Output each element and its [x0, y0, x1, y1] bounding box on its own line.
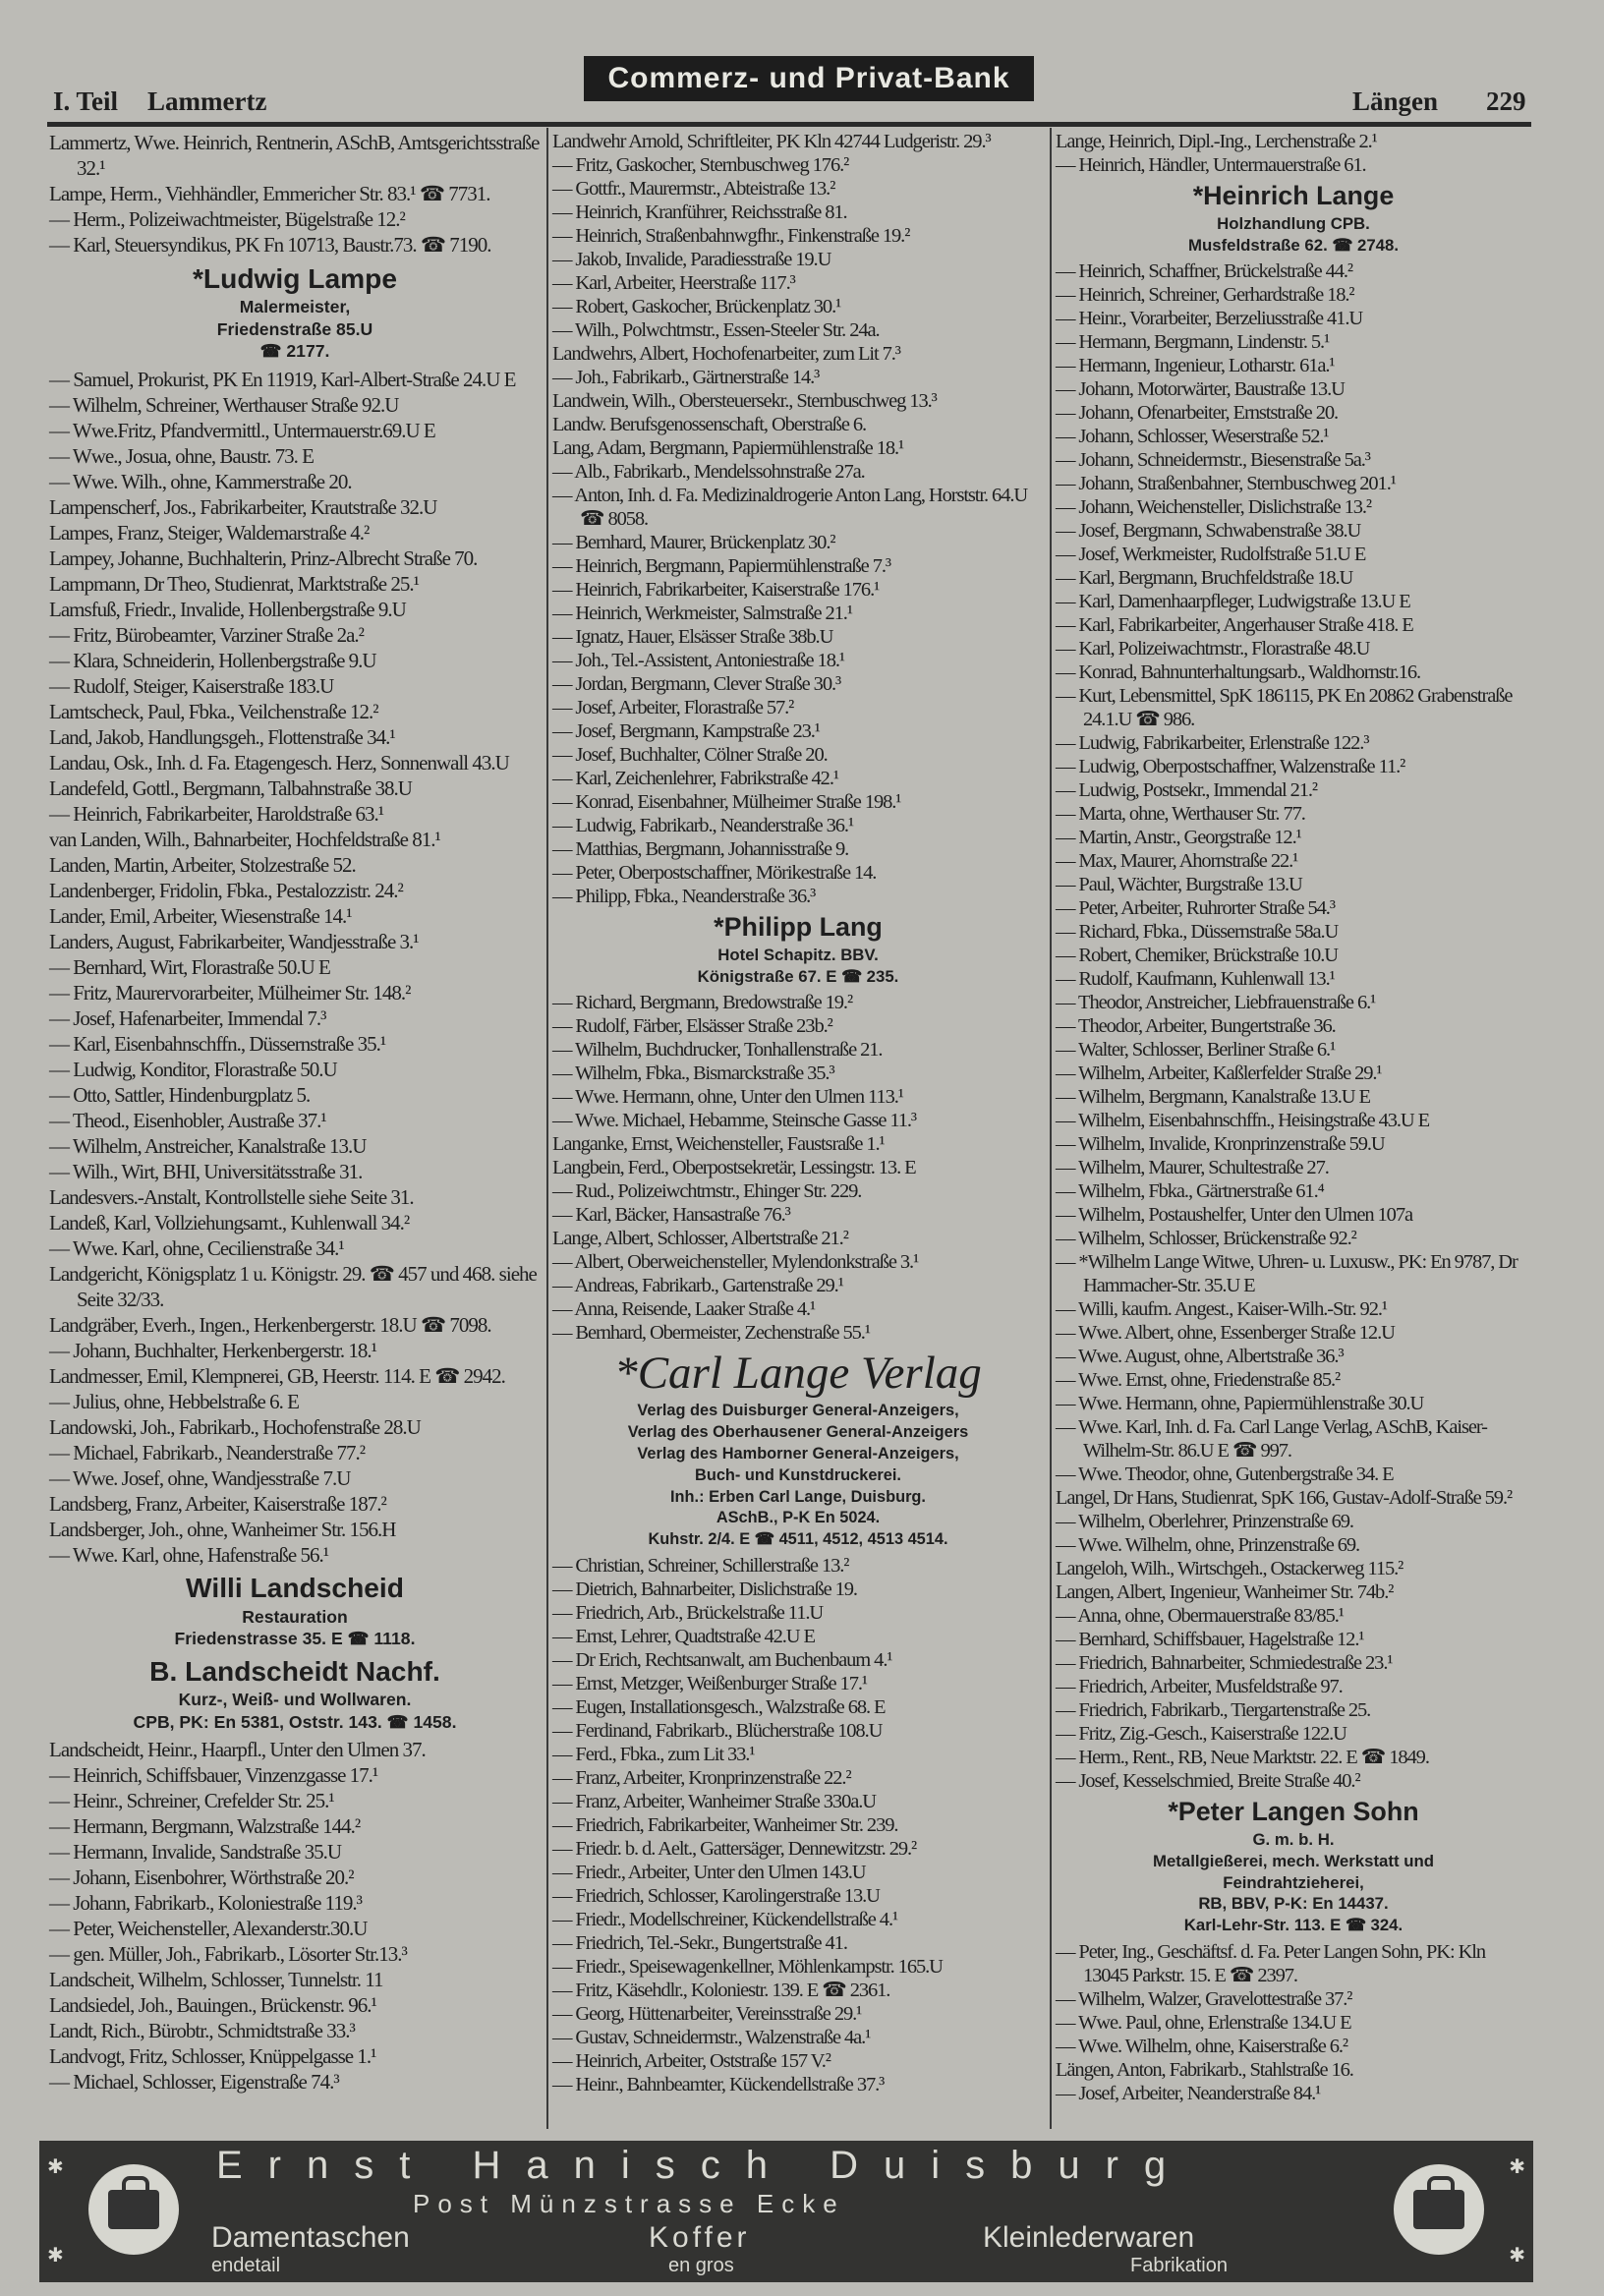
directory-entry: Landsiedel, Joh., Bauingen., Brückenstr. 96.¹ — [49, 1993, 376, 2018]
part-label: I. Teil — [53, 86, 119, 116]
directory-entry: — Fritz, Bürobeamter, Varziner Straße 2a.² — [49, 622, 364, 647]
advertisement-line: Holzhandlung CPB. — [1217, 213, 1370, 233]
directory-entry: — Otto, Sattler, Hindenburgplatz 5. — [49, 1082, 311, 1107]
directory-entry: — Joh., Tel.-Assistent, Antoniestraße 18.¹ — [552, 650, 844, 671]
directory-entry: Landwehr Arnold, Schriftleiter, PK Kln 42744 Ludgeristr. 29.³ — [552, 131, 991, 152]
directory-entry: — Wilhelm, Postaushelfer, Unter den Ulmen 107a — [1056, 1204, 1412, 1226]
directory-entry: — Hermann, Ingenieur, Lotharstr. 61a.¹ — [1056, 355, 1335, 376]
advertisement-line: Friedenstrasse 35. E ☎ 1118. — [174, 1629, 416, 1649]
directory-entry: Lange, Heinrich, Dipl.-Ing., Lerchenstraße 2.¹ — [1056, 131, 1377, 152]
directory-entry: Lammertz, Wwe. Heinrich, Rentnerin, ASchB, Amtsgerichtsstraße 32.¹ — [49, 131, 540, 180]
advertisement — [1056, 180, 1531, 256]
advertisement-title: *Philipp Lang — [714, 912, 883, 943]
directory-entry: — Wilhelm, Arbeiter, Kaßlerfelder Straße 29.¹ — [1056, 1062, 1382, 1084]
directory-entry: — Wwe. Hermann, ohne, Unter den Ulmen 113.¹ — [552, 1086, 903, 1108]
directory-entry: — Wilhelm, Invalide, Kronprinzenstraße 59.U — [1056, 1133, 1385, 1155]
directory-entry: — Wwe. Ernst, ohne, Friedenstraße 85.² — [1056, 1369, 1341, 1391]
directory-entry: — Ernst, Metzger, Weißenburger Straße 17.¹ — [552, 1673, 867, 1695]
directory-entry: Langanke, Ernst, Weichensteller, Faustsraße 1.¹ — [552, 1133, 885, 1155]
directory-entry: — Wilhelm, Anstreicher, Kanalstraße 13.U — [49, 1133, 367, 1158]
directory-entry: — Wilhelm, Eisenbahnschffn., Heisingstraße 43.U E — [1056, 1110, 1430, 1131]
banner-item: Damentaschen — [211, 2221, 410, 2254]
directory-entry: — Wwe. Wilhelm, ohne, Prinzenstraße 69. — [1056, 1534, 1360, 1556]
directory-entry: — Johann, Straßenbahner, Sternbuschweg 201.¹ — [1056, 473, 1396, 494]
directory-entry: Landgericht, Königsplatz 1 u. Königstr. 29. ☎ 457 und 468. siehe Seite 32/33. — [49, 1261, 537, 1311]
directory-entry: — Heinrich, Schreiner, Gerhardstraße 18.² — [1056, 284, 1354, 306]
directory-entry: — Ignatz, Hauer, Elsässer Straße 38b.U — [552, 626, 833, 648]
directory-entry: — Karl, Eisenbahnschffn., Düssernstraße 35.¹ — [49, 1031, 386, 1056]
directory-entry: — Karl, Bergmann, Bruchfeldstraße 18.U — [1056, 567, 1353, 589]
directory-column-3 — [1056, 130, 1531, 2105]
directory-entry: — Georg, Hüttenarbeiter, Vereinsstraße 29.¹ — [552, 2003, 862, 2026]
directory-entry: — Wwe. Josef, ohne, Wandjesstraße 7.U — [49, 1465, 351, 1490]
directory-entry: Landt, Rich., Bürobtr., Schmidtstraße 33.³ — [49, 2019, 355, 2043]
advertisement — [1056, 1796, 1531, 1936]
directory-entry: — Kurt, Lebensmittel, SpK 186115, PK En 20862 Grabenstraße 24.1.U ☎ 986. — [1056, 685, 1513, 730]
directory-entry: — Friedr., Speisewagenkellner, Möhlenkampstr. 165.U — [552, 1956, 943, 1979]
directory-entry: — Anna, ohne, Obermauerstraße 83/85.¹ — [1056, 1605, 1344, 1627]
directory-entry: — Hermann, Bergmann, Walzstraße 144.² — [49, 1814, 361, 1839]
directory-entry: — Karl, Fabrikarbeiter, Angerhauser Straße 418. E — [1056, 614, 1413, 636]
directory-entry: Landau, Osk., Inh. d. Fa. Etagengesch. Herz, Sonnenwall 43.U — [49, 750, 509, 775]
directory-entry: Lander, Emil, Arbeiter, Wiesenstraße 14.¹ — [49, 903, 352, 928]
directory-entry: — Anna, Reisende, Laaker Straße 4.¹ — [552, 1298, 816, 1320]
directory-entry: — Josef, Bergmann, Schwabenstraße 38.U — [1056, 520, 1361, 542]
directory-entry: — Josef, Buchhalter, Cölner Straße 20. — [552, 744, 828, 766]
directory-entry: — Friedr., Arbeiter, Unter den Ulmen 143.U — [552, 1862, 866, 1884]
directory-entry: — Wwe. Wilhelm, ohne, Kaiserstraße 6.² — [1056, 2035, 1347, 2057]
directory-entry: Langeloh, Wilh., Wirtschgeh., Ostackerweg 115.² — [1056, 1558, 1404, 1579]
directory-entry: — Ferd., Fbka., zum Lit 33.¹ — [552, 1744, 755, 1766]
directory-entry: — Eugen, Installationsgesch., Walzstraße 68. E — [552, 1696, 886, 1719]
advertisement — [49, 1654, 541, 1734]
directory-entry: — Joh., Fabrikarb., Gärtnerstraße 14.³ — [552, 367, 820, 388]
handbag-icon — [88, 2164, 179, 2255]
directory-entry: — Heinr., Bahnbeamter, Kückendellstraße 37.³ — [552, 2074, 885, 2096]
directory-entry: — Wwe. Theodor, ohne, Gutenbergstraße 34. E — [1056, 1464, 1394, 1485]
directory-entry: — Bernhard, Wirt, Florastraße 50.U E — [49, 954, 330, 979]
directory-entry: — Philipp, Fbka., Neanderstraße 36.³ — [552, 886, 816, 907]
directory-entry: Landscheidt, Heinr., Haarpfl., Unter den Ulmen 37. — [49, 1738, 426, 1762]
advertisement-title: *Peter Langen Sohn — [1168, 1797, 1419, 1827]
directory-entry: — Friedrich, Arb., Brückelstraße 11.U — [552, 1602, 824, 1625]
directory-entry: — Martin, Anstr., Georgstraße 12.¹ — [1056, 827, 1301, 848]
directory-entry: — Paul, Wächter, Burgstraße 13.U — [1056, 874, 1302, 895]
directory-entry: van Landen, Wilh., Bahnarbeiter, Hochfeldstraße 81.¹ — [49, 827, 440, 851]
advertisement — [49, 1571, 541, 1650]
directory-entry: Lange, Albert, Schlosser, Albertstraße 21.² — [552, 1228, 848, 1249]
directory-entry: — Jordan, Bergmann, Clever Straße 30.³ — [552, 673, 841, 695]
bottom-advertisement-banner — [39, 2141, 1533, 2282]
directory-entry: — Wwe. Karl, ohne, Hafenstraße 56.¹ — [49, 1542, 329, 1567]
advertisement-line: Metallgießerei, mech. Werkstatt und — [1153, 1851, 1434, 1870]
directory-entry: — Wilhelm, Oberlehrer, Prinzenstraße 69. — [1056, 1511, 1353, 1532]
directory-entry: — Peter, Arbeiter, Ruhrorter Straße 54.³ — [1056, 897, 1335, 919]
directory-entry: Landscheit, Wilhelm, Schlosser, Tunnelstr. 11 — [49, 1968, 383, 1992]
directory-entry: — Robert, Chemiker, Brückstraße 10.U — [1056, 945, 1338, 966]
directory-entry: — Karl, Polizeiwachtmstr., Florastraße 48.U — [1056, 638, 1370, 660]
directory-entry: — Gottfr., Maurermstr., Abteistraße 13.² — [552, 178, 835, 200]
directory-entry: — Theodor, Arbeiter, Bungertstraße 36. — [1056, 1015, 1336, 1037]
banner-item: Kleinlederwaren — [983, 2221, 1195, 2254]
last-entry-word: Längen — [1352, 86, 1439, 116]
directory-entry: — Heinrich, Schaffner, Brückelstraße 44.² — [1056, 260, 1352, 282]
directory-entry: — Theodor, Anstreicher, Liebfrauenstraße 6.¹ — [1056, 992, 1376, 1013]
directory-entry: — Wwe.Fritz, Pfandvermittl., Untermauerstr.69.U E — [49, 418, 435, 442]
directory-entry: — Heinrich, Fabrikarbeiter, Haroldstraße 63.¹ — [49, 801, 384, 826]
directory-entry: Lampes, Franz, Steiger, Waldemarstraße 4.² — [49, 520, 370, 545]
directory-entry: — Wilhelm, Buchdrucker, Tonhallenstraße 21. — [552, 1039, 883, 1061]
directory-entry: Lamsfuß, Friedr., Invalide, Hollenbergstraße 9.U — [49, 597, 406, 621]
directory-entry: — Johann, Schneidermstr., Biesenstraße 5a.³ — [1056, 449, 1370, 471]
directory-entry: — Peter, Oberpostschaffner, Mörikestraße 14. — [552, 862, 877, 884]
directory-entry: — Franz, Arbeiter, Kronprinzenstraße 22.² — [552, 1767, 851, 1790]
directory-entry: — Wwe., Josua, ohne, Baustr. 73. E — [49, 443, 314, 468]
advertisement — [49, 261, 541, 364]
directory-entry: — Andreas, Fabrikarb., Gartenstraße 29.¹ — [552, 1275, 843, 1296]
advertisement-line: Verlag des Duisburger General-Anzeigers, — [637, 1402, 959, 1420]
directory-entry: — Fritz, Maurervorarbeiter, Mülheimer Str. 148.² — [49, 980, 411, 1004]
advertisement — [552, 1348, 1044, 1551]
directory-entry: — Johann, Schlosser, Weserstraße 52.¹ — [1056, 426, 1329, 447]
advertisement-line: Verlag des Oberhausener General-Anzeigers — [627, 1422, 969, 1441]
directory-entry: Land, Jakob, Handlungsgeh., Flottenstraße 34.¹ — [49, 724, 395, 749]
advertisement-line: Kuhstr. 2/4. E ☎ 4511, 4512, 4513 4514. — [648, 1530, 948, 1549]
directory-entry: — Dietrich, Bahnarbeiter, Dislichstraße 19. — [552, 1578, 857, 1601]
directory-entry: — Ludwig, Postsekr., Immendal 21.² — [1056, 779, 1317, 801]
directory-entry: — Marta, ohne, Werthauser Str. 77. — [1056, 803, 1305, 825]
first-entry-word: Lammertz — [147, 86, 267, 116]
directory-entry: — Friedrich, Tel.-Sekr., Bungertstraße 41. — [552, 1932, 847, 1955]
directory-entry: Landwehrs, Albert, Hochofenarbeiter, zum Lit 7.³ — [552, 343, 900, 365]
advertisement-line: Musfeldstraße 62. ☎ 2748. — [1188, 235, 1399, 255]
directory-entry: — Michael, Schlosser, Eigenstraße 74.³ — [49, 2070, 339, 2095]
directory-entry: — Karl, Damenhaarpfleger, Ludwigstraße 13.U E — [1056, 591, 1410, 612]
banner-subtext: en gros — [668, 2255, 734, 2276]
directory-entry: — Wilhelm, Schreiner, Werthauser Straße 92.U — [49, 392, 399, 417]
advertisement-line: CPB, PK: En 5381, Oststr. 143. ☎ 1458. — [133, 1711, 457, 1732]
directory-entry: — Karl, Zeichenlehrer, Fabrikstraße 42.¹ — [552, 768, 838, 789]
advertisement-title: *Carl Lange Verlag — [614, 1348, 982, 1400]
directory-entry: Landesvers.-Anstalt, Kontrollstelle siehe Seite 31. — [49, 1184, 414, 1209]
directory-entry: — Friedr., Modellschreiner, Kückendellstraße 4.¹ — [552, 1909, 898, 1931]
directory-entry: Landvogt, Fritz, Schlosser, Knüppelgasse 1.¹ — [49, 2044, 376, 2069]
advertisement-line: Restauration — [242, 1606, 348, 1627]
directory-entry: — Friedrich, Arbeiter, Musfeldstraße 97. — [1056, 1676, 1343, 1697]
directory-entry: — Walter, Schlosser, Berliner Straße 6.¹ — [1056, 1039, 1336, 1061]
directory-entry: — Bernhard, Schiffsbauer, Hagelstraße 12.¹ — [1056, 1629, 1364, 1650]
directory-entry: — Wilhelm, Fbka., Bismarckstraße 35.³ — [552, 1062, 834, 1084]
directory-entry: — Konrad, Bahnunterhaltungsarb., Waldhornstr.16. — [1056, 661, 1421, 683]
advertisement-title: B. Landscheidt Nachf. — [149, 1655, 440, 1687]
suitcase-icon — [1394, 2164, 1484, 2255]
bank-advertisement: Commerz- und Privat-Bank — [584, 56, 1034, 101]
directory-entry: — Alb., Fabrikarb., Mendelssohnstraße 27a. — [552, 461, 865, 483]
directory-entry: — Wilhelm, Maurer, Schultestraße 27. — [1056, 1157, 1329, 1178]
directory-entry: — Heinrich, Arbeiter, Oststraße 157 V.² — [552, 2050, 831, 2073]
directory-entry: — Friedrich, Bahnarbeiter, Schmiedestraße 23.¹ — [1056, 1652, 1393, 1674]
directory-entry: — Wwe. Albert, ohne, Essenberger Straße 12.U — [1056, 1322, 1395, 1344]
directory-entry: — Johann, Motorwärter, Baustraße 13.U — [1056, 378, 1345, 400]
advertisement-line: Königstraße 67. E ☎ 235. — [697, 966, 899, 986]
directory-entry: — Johann, Buchhalter, Herkenbergerstr. 18.¹ — [49, 1338, 376, 1362]
advertisement-line: Karl-Lehr-Str. 113. E ☎ 324. — [1183, 1916, 1404, 1935]
advertisement-title: *Ludwig Lampe — [192, 262, 398, 294]
directory-entry: — Friedrich, Schlosser, Karolingerstraße 13.U — [552, 1885, 880, 1908]
directory-entry: — Heinr., Schreiner, Crefelder Str. 25.¹ — [49, 1789, 334, 1813]
advertisement — [552, 911, 1044, 987]
directory-entry: — Hermann, Invalide, Sandstraße 35.U — [49, 1840, 341, 1865]
directory-entry: — Fritz, Käsehdlr., Koloniestr. 139. E ☎ 2361. — [552, 1980, 890, 2002]
advertisement-line: G. m. b. H. — [1252, 1829, 1335, 1849]
directory-entry: — Rudolf, Steiger, Kaiserstraße 183.U — [49, 673, 334, 698]
directory-entry: — Herm., Polizeiwachtmeister, Bügelstraße 12.² — [49, 207, 405, 231]
directory-entry: Landeß, Karl, Vollziehungsamt., Kuhlenwall 34.² — [49, 1210, 410, 1234]
advertisement-line: Inh.: Erben Carl Lange, Duisburg. — [670, 1487, 926, 1506]
directory-entry: — Rudolf, Färber, Elsässer Straße 23b.² — [552, 1015, 832, 1037]
directory-entry: — Ferdinand, Fabrikarb., Blücherstraße 108.U — [552, 1720, 883, 1743]
directory-entry: — Wwe. August, ohne, Albertstraße 36.³ — [1056, 1346, 1344, 1367]
directory-entry: — Heinrich, Bergmann, Papiermühlenstraße 7.³ — [552, 555, 890, 577]
directory-entry: — Anton, Inh. d. Fa. Medizinaldrogerie Anton Lang, Horststr. 64.U ☎ 8058. — [552, 485, 1028, 530]
directory-entry: — Ludwig, Fabrikarbeiter, Erlenstraße 122.³ — [1056, 732, 1369, 754]
directory-entry: — Heinrich, Schiffsbauer, Vinzenzgasse 17.¹ — [49, 1763, 378, 1788]
directory-entry: — Josef, Hafenarbeiter, Immendal 7.³ — [49, 1005, 326, 1030]
directory-entry: Langel, Dr Hans, Studienrat, SpK 166, Gustav-Adolf-Straße 59.² — [1056, 1487, 1513, 1509]
directory-entry: — Samuel, Prokurist, PK En 11919, Karl-Albert-Straße 24.U E — [49, 367, 516, 391]
directory-entry: — Heinrich, Fabrikarbeiter, Kaiserstraße 176.¹ — [552, 579, 880, 601]
directory-entry: Landenberger, Fridolin, Fbka., Pestalozzistr. 24.² — [49, 878, 403, 902]
page-number: 229 — [1486, 86, 1526, 116]
directory-entry: — Albert, Oberweichensteller, Mylendonkstraße 3.¹ — [552, 1251, 919, 1273]
directory-entry: — Karl, Bäcker, Hansastraße 76.³ — [552, 1204, 790, 1226]
directory-entry: — *Wilhelm Lange Witwe, Uhren- u. Luxusw., PK: En 9787, Dr Hammacher-Str. 35.U E — [1056, 1251, 1518, 1296]
directory-entry: — Max, Maurer, Ahornstraße 22.¹ — [1056, 850, 1298, 872]
advertisement-line: RB, BBV, P-K: En 14437. — [1198, 1894, 1389, 1914]
directory-entry: — Bernhard, Obermeister, Zechenstraße 55.¹ — [552, 1322, 870, 1344]
directory-entry: Lamtscheck, Paul, Fbka., Veilchenstraße 12.² — [49, 699, 378, 723]
directory-entry: — Heinrich, Händler, Untermauerstraße 61. — [1056, 154, 1366, 176]
directory-entry: Landw. Berufsgenossenschaft, Oberstraße 6. — [552, 414, 867, 435]
directory-entry: — Heinrich, Straßenbahnwgfhr., Finkenstraße 19.² — [552, 225, 910, 247]
directory-entry: — Ludwig, Oberpostschaffner, Walzenstraße 11.² — [1056, 756, 1405, 777]
directory-entry: — Rud., Polizeiwchtmstr., Ehinger Str. 229. — [552, 1180, 862, 1202]
directory-entry: — Josef, Bergmann, Kampstraße 23.¹ — [552, 720, 820, 742]
directory-column-1 — [49, 130, 541, 2095]
directory-entry: — Christian, Schreiner, Schillerstraße 13.² — [552, 1555, 849, 1578]
directory-entry: Lampmann, Dr Theo, Studienrat, Marktstraße 25.¹ — [49, 571, 419, 596]
advertisement-line: Feindrahtzieherei, — [1223, 1872, 1364, 1892]
directory-entry: Landwein, Wilh., Obersteuersekr., Sternbuschweg 13.³ — [552, 390, 937, 412]
directory-entry: Längen, Anton, Fabrikarb., Stahlstraße 16. — [1056, 2058, 1353, 2081]
banner-item: Koffer — [649, 2221, 751, 2254]
banner-subtext: Fabrikation — [1130, 2255, 1228, 2276]
directory-entry: — Wilh., Polwchtmstr., Essen-Steeler Str. 24a. — [552, 319, 880, 341]
directory-entry: Lang, Adam, Bergmann, Papiermühlenstraße 18.¹ — [552, 437, 904, 459]
directory-entry: — Karl, Arbeiter, Heerstraße 117.³ — [552, 272, 795, 294]
directory-entry: — Michael, Fabrikarb., Neanderstraße 77.² — [49, 1440, 366, 1464]
directory-entry: — Heinr., Vorarbeiter, Berzeliusstraße 41.U — [1056, 308, 1363, 329]
directory-entry: — Richard, Bergmann, Bredowstraße 19.² — [552, 992, 852, 1013]
directory-entry: — Friedrich, Fabrikarb., Tiergartenstraße 25. — [1056, 1699, 1371, 1721]
directory-entry: Landowski, Joh., Fabrikarb., Hochofenstraße 28.U — [49, 1414, 421, 1439]
advertisement-line: Kurz-, Weiß- und Wollwaren. — [178, 1690, 412, 1710]
directory-entry: — Konrad, Eisenbahner, Mülheimer Straße 198.¹ — [552, 791, 901, 813]
directory-entry: Langen, Albert, Ingenieur, Wanheimer Str. 74b.² — [1056, 1581, 1394, 1603]
directory-entry: Landefeld, Gottl., Bergmann, Talbahnstraße 38.U — [49, 775, 412, 800]
advertisement-line: ☎ 2177. — [259, 341, 330, 362]
directory-entry: Landsberg, Franz, Arbeiter, Kaiserstraße 187.² — [49, 1491, 386, 1516]
directory-entry: — Rudolf, Kaufmann, Kuhlenwall 13.¹ — [1056, 968, 1335, 990]
directory-entry: — Wilhelm, Fbka., Gärtnerstraße 61.⁴ — [1056, 1180, 1324, 1202]
directory-entry: — Julius, ohne, Hebbelstraße 6. E — [49, 1389, 299, 1413]
directory-entry: — Willi, kaufm. Angest., Kaiser-Wilh.-Str. 92.¹ — [1056, 1298, 1387, 1320]
directory-entry: — Dr Erich, Rechtsanwalt, am Buchenbaum 4.¹ — [552, 1649, 892, 1672]
directory-entry: — Robert, Gaskocher, Brückenplatz 30.¹ — [552, 296, 841, 317]
advertisement-title: *Heinrich Lange — [1192, 181, 1395, 211]
directory-entry: — Wwe. Hermann, ohne, Papiermühlenstraße 30.U — [1056, 1393, 1424, 1414]
directory-entry: — Wwe. Karl, ohne, Cecilienstraße 34.¹ — [49, 1235, 344, 1260]
directory-entry: — Peter, Weichensteller, Alexanderstr.30.U — [49, 1917, 368, 1941]
advertisement-line: Hotel Schapitz. BBV. — [717, 945, 879, 964]
directory-entry: — Ludwig, Konditor, Florastraße 50.U — [49, 1057, 337, 1081]
directory-entry: — Wilhelm, Schlosser, Brückenstraße 92.² — [1056, 1228, 1356, 1249]
directory-entry: — Josef, Kesselschmied, Breite Straße 40.² — [1056, 1770, 1360, 1792]
directory-entry: — Gustav, Schneidermstr., Walzenstraße 4a.¹ — [552, 2027, 871, 2049]
banner-address: Post Münzstrasse Ecke — [413, 2189, 845, 2218]
directory-entry: — Josef, Werkmeister, Rudolfstraße 51.U E — [1056, 544, 1366, 565]
directory-entry: Langbein, Ferd., Oberpostsekretär, Lessingstr. 13. E — [552, 1157, 916, 1178]
directory-entry: — Karl, Steuersyndikus, PK Fn 10713, Baustr.73. ☎ 7190. — [49, 233, 491, 257]
directory-entry: — Franz, Arbeiter, Wanheimer Straße 330a.U — [552, 1791, 876, 1813]
directory-entry: Lampenscherf, Jos., Fabrikarbeiter, Krautstraße 32.U — [49, 494, 437, 519]
directory-entry: — Jakob, Invalide, Paradiesstraße 19.U — [552, 249, 831, 270]
directory-entry: — Wilhelm, Walzer, Gravelottestraße 37.² — [1056, 1987, 1352, 2010]
column-divider — [1050, 128, 1052, 2129]
advertisement-line: Buch- und Kunstdruckerei. — [695, 1465, 901, 1484]
directory-entry: — Heinrich, Kranführer, Reichsstraße 81. — [552, 201, 847, 223]
banner-subtext: endetail — [211, 2255, 281, 2276]
directory-entry: — Theod., Eisenhobler, Austraße 37.¹ — [49, 1108, 326, 1132]
banner-company: Ernst Hanisch Duisburg — [216, 2144, 1192, 2187]
advertisement-line: Malermeister, — [239, 296, 351, 316]
directory-entry: — Johann, Eisenbohrer, Wörthstraße 20.² — [49, 1866, 354, 1890]
header-rule — [47, 122, 1531, 127]
directory-entry: Landers, August, Fabrikarbeiter, Wandjesstraße 3.¹ — [49, 929, 419, 953]
directory-entry: Lampe, Herm., Viehhändler, Emmericher Str. 83.¹ ☎ 7731. — [49, 182, 490, 205]
directory-entry: — Wwe. Michael, Hebamme, Steinsche Gasse 11.³ — [552, 1110, 916, 1131]
advertisement-line: Friedenstraße 85.U — [216, 318, 373, 339]
directory-entry: — Wwe. Karl, Inh. d. Fa. Carl Lange Verlag, ASchB, Kaiser-Wilhelm-Str. 86.U E ☎ 997. — [1056, 1416, 1487, 1462]
star-icon: ✱ — [1509, 2245, 1525, 2267]
column-divider — [546, 128, 548, 2129]
directory-entry: — Heinrich, Werkmeister, Salmstraße 21.¹ — [552, 603, 852, 624]
directory-entry: — Josef, Arbeiter, Florastraße 57.² — [552, 697, 794, 718]
directory-entry: — gen. Müller, Joh., Fabrikarb., Lösorter Str.13.³ — [49, 1942, 407, 1967]
directory-entry: Landsberger, Joh., ohne, Wanheimer Str. 156.H — [49, 1517, 396, 1541]
directory-entry: — Wwe. Paul, ohne, Erlenstraße 134.U E — [1056, 2011, 1351, 2034]
directory-entry: — Wwe. Wilh., ohne, Kammerstraße 20. — [49, 469, 352, 493]
directory-entry: Landgräber, Everh., Ingen., Herkenbergerstr. 18.U ☎ 7098. — [49, 1312, 491, 1337]
directory-entry: — Johann, Weichensteller, Dislichstraße 13.² — [1056, 496, 1371, 518]
directory-entry: — Klara, Schneiderin, Hollenbergstraße 9.U — [49, 648, 376, 672]
directory-entry: — Richard, Fbka., Düssernstraße 58a.U — [1056, 921, 1339, 943]
star-icon: ✱ — [1509, 2156, 1525, 2178]
directory-entry: — Wilh., Wirt, BHI, Universitätsstraße 31. — [49, 1159, 363, 1183]
directory-entry: — Johann, Fabrikarb., Koloniestraße 119.³ — [49, 1891, 362, 1916]
directory-entry: Landen, Martin, Arbeiter, Stolzestraße 52. — [49, 852, 356, 877]
directory-entry: — Ernst, Lehrer, Quadtstraße 42.U E — [552, 1626, 815, 1648]
directory-entry: — Friedr. b. d. Aelt., Gattersäger, Dennewitzstr. 29.² — [552, 1838, 917, 1861]
directory-entry: — Fritz, Gaskocher, Sternbuschweg 176.² — [552, 154, 849, 176]
directory-entry: — Ludwig, Fabrikarb., Neanderstraße 36.¹ — [552, 815, 853, 836]
advertisement-line: Verlag des Hamborner General-Anzeigers, — [637, 1444, 959, 1463]
directory-entry: — Bernhard, Maurer, Brückenplatz 30.² — [552, 532, 835, 553]
directory-entry: — Fritz, Zig.-Gesch., Kaiserstraße 122.U — [1056, 1723, 1346, 1745]
directory-entry: — Matthias, Bergmann, Johannisstraße 9. — [552, 838, 849, 860]
directory-column-2 — [552, 130, 1044, 2096]
directory-entry: — Johann, Ofenarbeiter, Ernststraße 20. — [1056, 402, 1339, 424]
star-icon: ✱ — [47, 2245, 64, 2267]
directory-entry: — Peter, Ing., Geschäftsf. d. Fa. Peter Langen Sohn, PK: Kln 13045 Parkstr. 15. E ☎ 2397. — [1056, 1940, 1486, 1986]
directory-entry: Lampey, Johanne, Buchhalterin, Prinz-Albrecht Straße 70. — [49, 545, 478, 570]
star-icon: ✱ — [47, 2156, 64, 2178]
directory-entry: — Josef, Arbeiter, Neanderstraße 84.¹ — [1056, 2082, 1321, 2104]
directory-entry: — Wilhelm, Bergmann, Kanalstraße 13.U E — [1056, 1086, 1370, 1108]
advertisement-title: Willi Landscheid — [186, 1573, 404, 1604]
directory-entry: — Herm., Rent., RB, Neue Marktstr. 22. E ☎ 1849. — [1056, 1747, 1429, 1768]
directory-entry: — Hermann, Bergmann, Lindenstr. 5.¹ — [1056, 331, 1330, 353]
directory-entry: — Friedrich, Fabrikarbeiter, Wanheimer Str. 239. — [552, 1814, 898, 1837]
directory-entry: Landmesser, Emil, Klempnerei, GB, Heerstr. 114. E ☎ 2942. — [49, 1363, 505, 1388]
advertisement-line: ASchB., P-K En 5024. — [716, 1509, 881, 1527]
